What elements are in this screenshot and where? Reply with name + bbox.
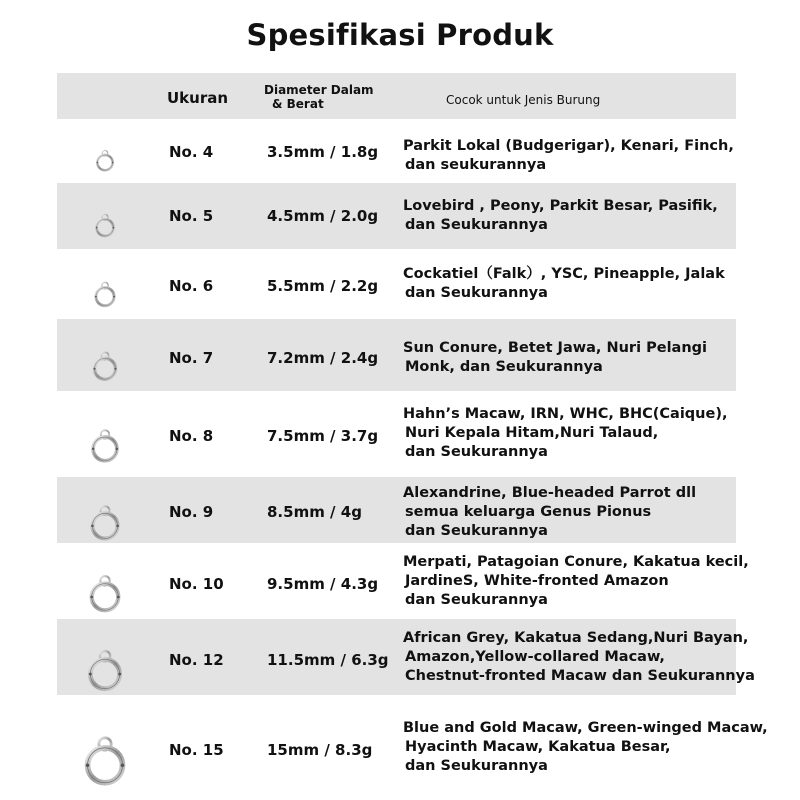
row-birds [403,265,725,303]
row-diameter: 9.5mm / 4.3g [267,575,379,593]
row-diameter: 3.5mm / 1.8g [267,143,379,161]
leg-ring-icon [79,621,131,694]
bird-line: Monk, dan Seukurannya [405,359,603,375]
bird-line: Amazon,Yellow-collared Macaw, [405,649,665,665]
row-birds [403,719,768,776]
table-row [57,183,736,249]
ring-image [85,328,125,387]
leg-ring-icon [81,548,129,615]
bird-line: Hahn’s Macaw, IRN, WHC, BHC(Caique), [403,406,728,422]
header-diameter [264,83,374,111]
table-row [57,319,736,391]
bird-line: Nuri Kepala Hitam,Nuri Talaud, [405,425,659,441]
row-birds [403,629,755,686]
table-row [57,477,736,543]
leg-ring-icon [89,130,121,173]
table-header [57,73,736,119]
ring-image [87,260,123,313]
bird-line: Blue and Gold Macaw, Green-winged Macaw, [403,720,768,736]
header-bird: Cocok untuk Jenis Burung [446,93,601,107]
row-size: No. 12 [169,651,224,669]
bird-line: dan Seukurannya [405,285,548,301]
leg-ring-icon [87,260,123,309]
ring-image [88,193,122,243]
row-size: No. 8 [169,427,214,445]
bird-line: Hyacinth Macaw, Kakatua Besar, [405,739,671,755]
table-row [57,619,755,695]
ring-image [79,621,131,698]
bird-line: dan seukurannya [405,157,547,173]
row-size: No. 15 [169,741,224,759]
row-size: No. 9 [169,503,214,521]
leg-ring-icon [75,704,135,789]
header-diameter-line1: Diameter Dalam [264,83,374,97]
row-birds [403,137,734,175]
table-row [57,249,736,319]
table-row [57,695,768,797]
row-birds [403,405,727,462]
row-birds [403,339,707,377]
table-row [57,543,749,619]
row-diameter: 11.5mm / 6.3g [267,651,389,669]
ring-image [75,704,135,793]
leg-ring-icon [88,193,122,239]
bird-line: dan Seukurannya [405,217,548,233]
bird-line: dan Seukurannya [405,758,548,774]
bird-line: Parkit Lokal (Budgerigar), Kenari, Finch, [403,138,734,154]
bird-line: Merpati, Patagoian Conure, Kakatua kecil, [403,554,749,570]
bird-line: African Grey, Kakatua Sedang,Nuri Bayan, [403,630,749,646]
ring-image [83,404,127,469]
bird-line: dan Seukurannya [405,592,548,608]
row-diameter: 7.5mm / 3.7g [267,427,379,445]
bird-line: Alexandrine, Blue-headed Parrot dll [403,485,697,501]
leg-ring-icon [83,404,127,465]
row-diameter: 8.5mm / 4g [267,503,362,521]
bird-line: Cockatiel（Falk）, YSC, Pineapple, Jalak [403,266,725,282]
row-birds [403,197,718,235]
table-row [57,119,736,183]
row-diameter: 7.2mm / 2.4g [267,349,379,367]
bird-line: Sun Conure, Betet Jawa, Nuri Pelangi [403,340,707,356]
bird-line: Chestnut-fronted Macaw dan Seukurannya [405,668,755,684]
row-size: No. 7 [169,349,214,367]
bird-line: JardineS, White-fronted Amazon [405,573,669,589]
header-diameter-line2: & Berat [272,97,324,111]
row-size: No. 5 [169,207,214,225]
table-body [57,119,768,797]
bird-line: dan Seukurannya [405,523,548,539]
row-size: No. 6 [169,277,214,295]
ring-image [81,548,129,619]
row-diameter: 4.5mm / 2.0g [267,207,379,225]
leg-ring-icon [85,328,125,383]
page-title: Spesifikasi Produk [246,18,554,52]
spec-table [57,73,768,797]
table-row [57,391,736,477]
row-diameter: 15mm / 8.3g [267,741,373,759]
row-diameter: 5.5mm / 2.2g [267,277,379,295]
ring-image [82,479,128,547]
row-size: No. 4 [169,143,214,161]
row-size: No. 10 [169,575,224,593]
header-size: Ukuran [167,89,229,107]
bird-line: dan Seukurannya [405,444,548,460]
bird-line: Lovebird , Peony, Parkit Besar, Pasifik, [403,198,718,214]
ring-image [89,130,121,177]
row-birds [403,553,749,610]
row-birds [403,484,696,541]
bird-line: semua keluarga Genus Pionus [405,504,652,520]
leg-ring-icon [82,479,128,543]
